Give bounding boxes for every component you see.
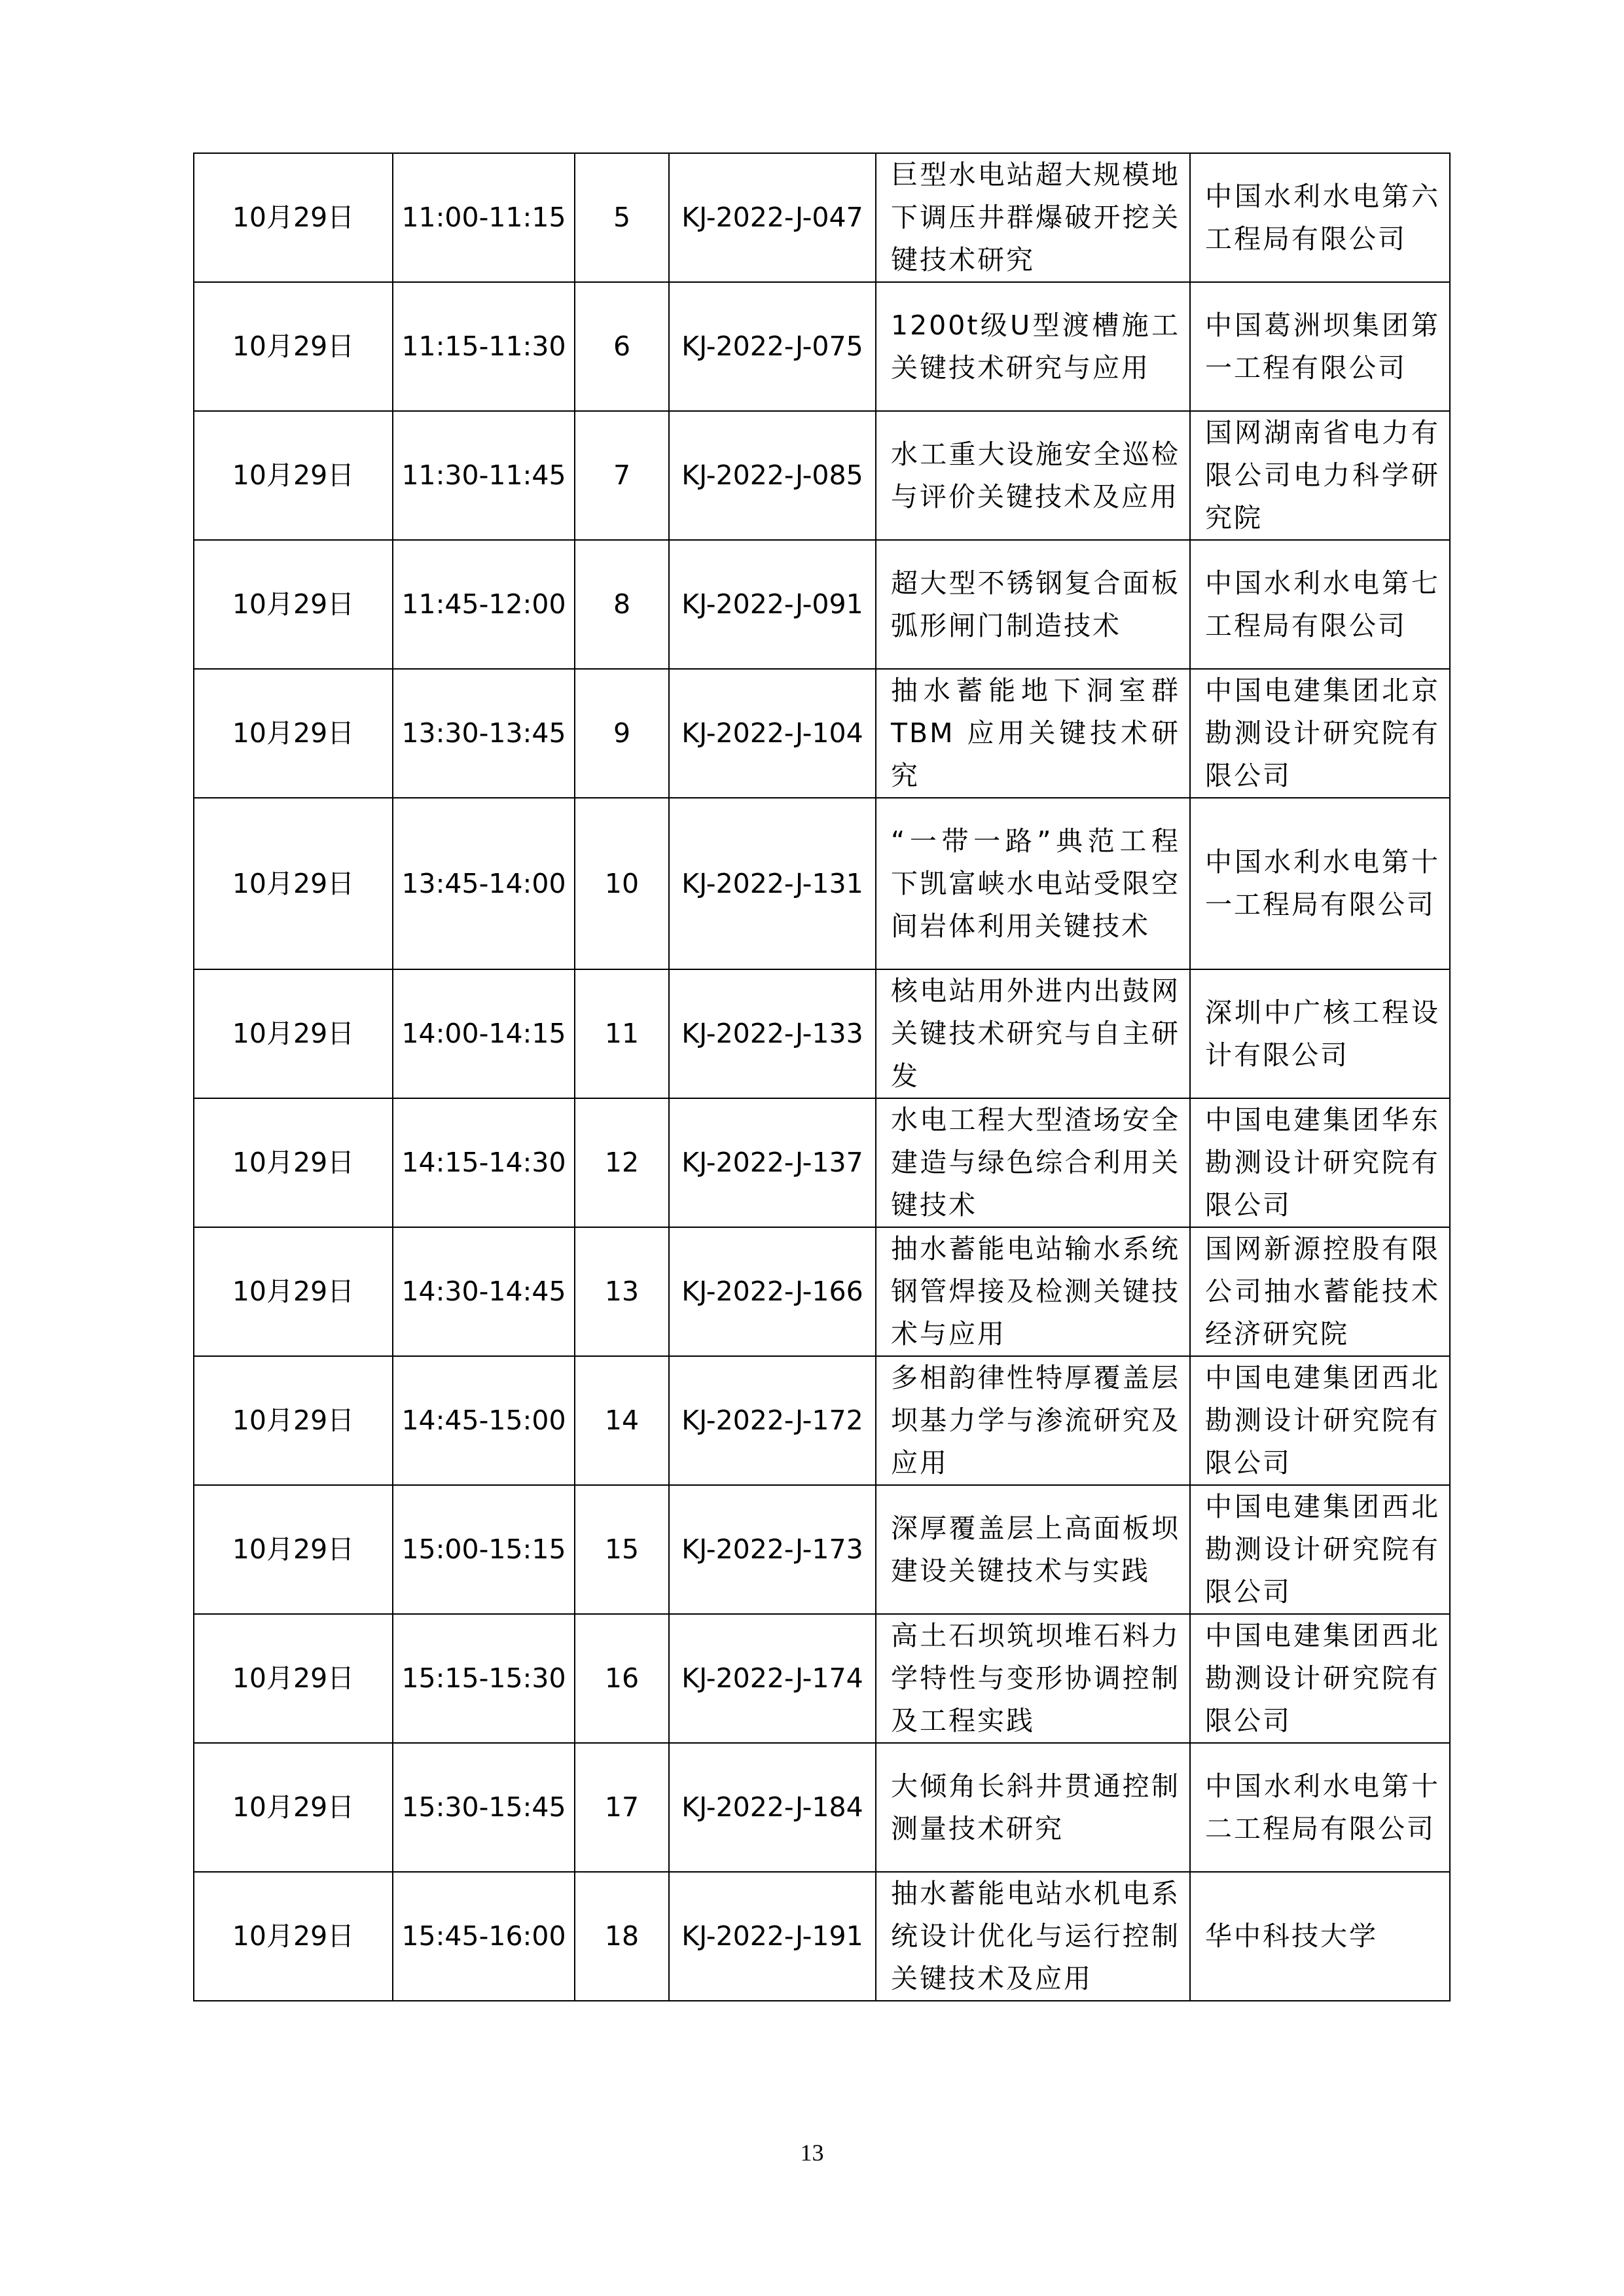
project-cell: 水工重大设施安全巡检与评价关键技术及应用 [876, 411, 1190, 540]
table-row [194, 1743, 1450, 1872]
unit-cell: 中国水利水电第十一工程局有限公司 [1190, 798, 1450, 969]
code-cell: KJ-2022-J-133 [669, 969, 876, 1098]
code-cell: KJ-2022-J-174 [669, 1614, 876, 1743]
date-cell: 10月29日 [194, 1872, 393, 2001]
time-cell: 13:45-14:00 [393, 798, 575, 969]
project-cell: 抽水蓄能电站水机电系统设计优化与运行控制关键技术及应用 [876, 1872, 1190, 2001]
seq-cell: 12 [575, 1098, 669, 1227]
seq-cell: 11 [575, 969, 669, 1098]
date-cell: 10月29日 [194, 1098, 393, 1227]
seq-cell: 16 [575, 1614, 669, 1743]
date-cell: 10月29日 [194, 1485, 393, 1614]
project-cell: 深厚覆盖层上高面板坝建设关键技术与实践 [876, 1485, 1190, 1614]
unit-cell: 中国电建集团华东勘测设计研究院有限公司 [1190, 1098, 1450, 1227]
table-row [194, 1485, 1450, 1614]
seq-cell: 5 [575, 153, 669, 282]
code-cell: KJ-2022-J-137 [669, 1098, 876, 1227]
project-cell: 巨型水电站超大规模地下调压井群爆破开挖关键技术研究 [876, 153, 1190, 282]
seq-cell: 17 [575, 1743, 669, 1872]
project-cell: 多相韵律性特厚覆盖层坝基力学与渗流研究及应用 [876, 1356, 1190, 1485]
project-cell: 抽水蓄能地下洞室群TBM 应用关键技术研究 [876, 669, 1190, 798]
table-row [194, 540, 1450, 669]
time-cell: 11:00-11:15 [393, 153, 575, 282]
time-cell: 14:00-14:15 [393, 969, 575, 1098]
unit-cell: 中国电建集团西北勘测设计研究院有限公司 [1190, 1485, 1450, 1614]
date-cell: 10月29日 [194, 540, 393, 669]
time-cell: 11:45-12:00 [393, 540, 575, 669]
date-cell: 10月29日 [194, 1356, 393, 1485]
table-row [194, 1227, 1450, 1356]
code-cell: KJ-2022-J-085 [669, 411, 876, 540]
date-cell: 10月29日 [194, 411, 393, 540]
unit-cell: 国网新源控股有限公司抽水蓄能技术经济研究院 [1190, 1227, 1450, 1356]
unit-cell: 中国水利水电第六工程局有限公司 [1190, 153, 1450, 282]
seq-cell: 7 [575, 411, 669, 540]
page-number: 13 [800, 2140, 824, 2166]
unit-cell: 中国水利水电第七工程局有限公司 [1190, 540, 1450, 669]
table-row [194, 669, 1450, 798]
date-cell: 10月29日 [194, 969, 393, 1098]
table-row [194, 969, 1450, 1098]
code-cell: KJ-2022-J-173 [669, 1485, 876, 1614]
time-cell: 11:15-11:30 [393, 282, 575, 411]
unit-cell: 中国电建集团西北勘测设计研究院有限公司 [1190, 1614, 1450, 1743]
unit-cell: 国网湖南省电力有限公司电力科学研究院 [1190, 411, 1450, 540]
time-cell: 15:30-15:45 [393, 1743, 575, 1872]
table-row [194, 411, 1450, 540]
project-cell: 水电工程大型渣场安全建造与绿色综合利用关键技术 [876, 1098, 1190, 1227]
code-cell: KJ-2022-J-131 [669, 798, 876, 969]
date-cell: 10月29日 [194, 153, 393, 282]
project-cell: “一带一路”典范工程下凯富峡水电站受限空间岩体利用关键技术 [876, 798, 1190, 969]
time-cell: 15:00-15:15 [393, 1485, 575, 1614]
date-cell: 10月29日 [194, 1743, 393, 1872]
time-cell: 14:30-14:45 [393, 1227, 575, 1356]
unit-cell: 中国葛洲坝集团第一工程有限公司 [1190, 282, 1450, 411]
project-cell: 核电站用外进内出鼓网关键技术研究与自主研发 [876, 969, 1190, 1098]
time-cell: 14:15-14:30 [393, 1098, 575, 1227]
date-cell: 10月29日 [194, 1614, 393, 1743]
seq-cell: 18 [575, 1872, 669, 2001]
date-cell: 10月29日 [194, 282, 393, 411]
project-cell: 大倾角长斜井贯通控制测量技术研究 [876, 1743, 1190, 1872]
unit-cell: 中国水利水电第十二工程局有限公司 [1190, 1743, 1450, 1872]
code-cell: KJ-2022-J-184 [669, 1743, 876, 1872]
code-cell: KJ-2022-J-172 [669, 1356, 876, 1485]
schedule-table [193, 152, 1451, 2001]
time-cell: 11:30-11:45 [393, 411, 575, 540]
project-cell: 高土石坝筑坝堆石料力学特性与变形协调控制及工程实践 [876, 1614, 1190, 1743]
table-row [194, 282, 1450, 411]
date-cell: 10月29日 [194, 1227, 393, 1356]
unit-cell: 中国电建集团西北勘测设计研究院有限公司 [1190, 1356, 1450, 1485]
code-cell: KJ-2022-J-047 [669, 153, 876, 282]
unit-cell: 深圳中广核工程设计有限公司 [1190, 969, 1450, 1098]
project-cell: 超大型不锈钢复合面板弧形闸门制造技术 [876, 540, 1190, 669]
unit-cell: 华中科技大学 [1190, 1872, 1450, 2001]
table-row [194, 1356, 1450, 1485]
project-cell: 抽水蓄能电站输水系统钢管焊接及检测关键技术与应用 [876, 1227, 1190, 1356]
code-cell: KJ-2022-J-104 [669, 669, 876, 798]
date-cell: 10月29日 [194, 798, 393, 969]
seq-cell: 15 [575, 1485, 669, 1614]
time-cell: 15:45-16:00 [393, 1872, 575, 2001]
seq-cell: 6 [575, 282, 669, 411]
project-cell: 1200t级U型渡槽施工关键技术研究与应用 [876, 282, 1190, 411]
time-cell: 15:15-15:30 [393, 1614, 575, 1743]
time-cell: 13:30-13:45 [393, 669, 575, 798]
table-row [194, 798, 1450, 969]
table-row [194, 1872, 1450, 2001]
code-cell: KJ-2022-J-166 [669, 1227, 876, 1356]
table-row [194, 1614, 1450, 1743]
table-row [194, 153, 1450, 282]
seq-cell: 13 [575, 1227, 669, 1356]
date-cell: 10月29日 [194, 669, 393, 798]
unit-cell: 中国电建集团北京勘测设计研究院有限公司 [1190, 669, 1450, 798]
code-cell: KJ-2022-J-075 [669, 282, 876, 411]
seq-cell: 10 [575, 798, 669, 969]
seq-cell: 14 [575, 1356, 669, 1485]
time-cell: 14:45-15:00 [393, 1356, 575, 1485]
code-cell: KJ-2022-J-091 [669, 540, 876, 669]
table-row [194, 1098, 1450, 1227]
code-cell: KJ-2022-J-191 [669, 1872, 876, 2001]
seq-cell: 9 [575, 669, 669, 798]
seq-cell: 8 [575, 540, 669, 669]
